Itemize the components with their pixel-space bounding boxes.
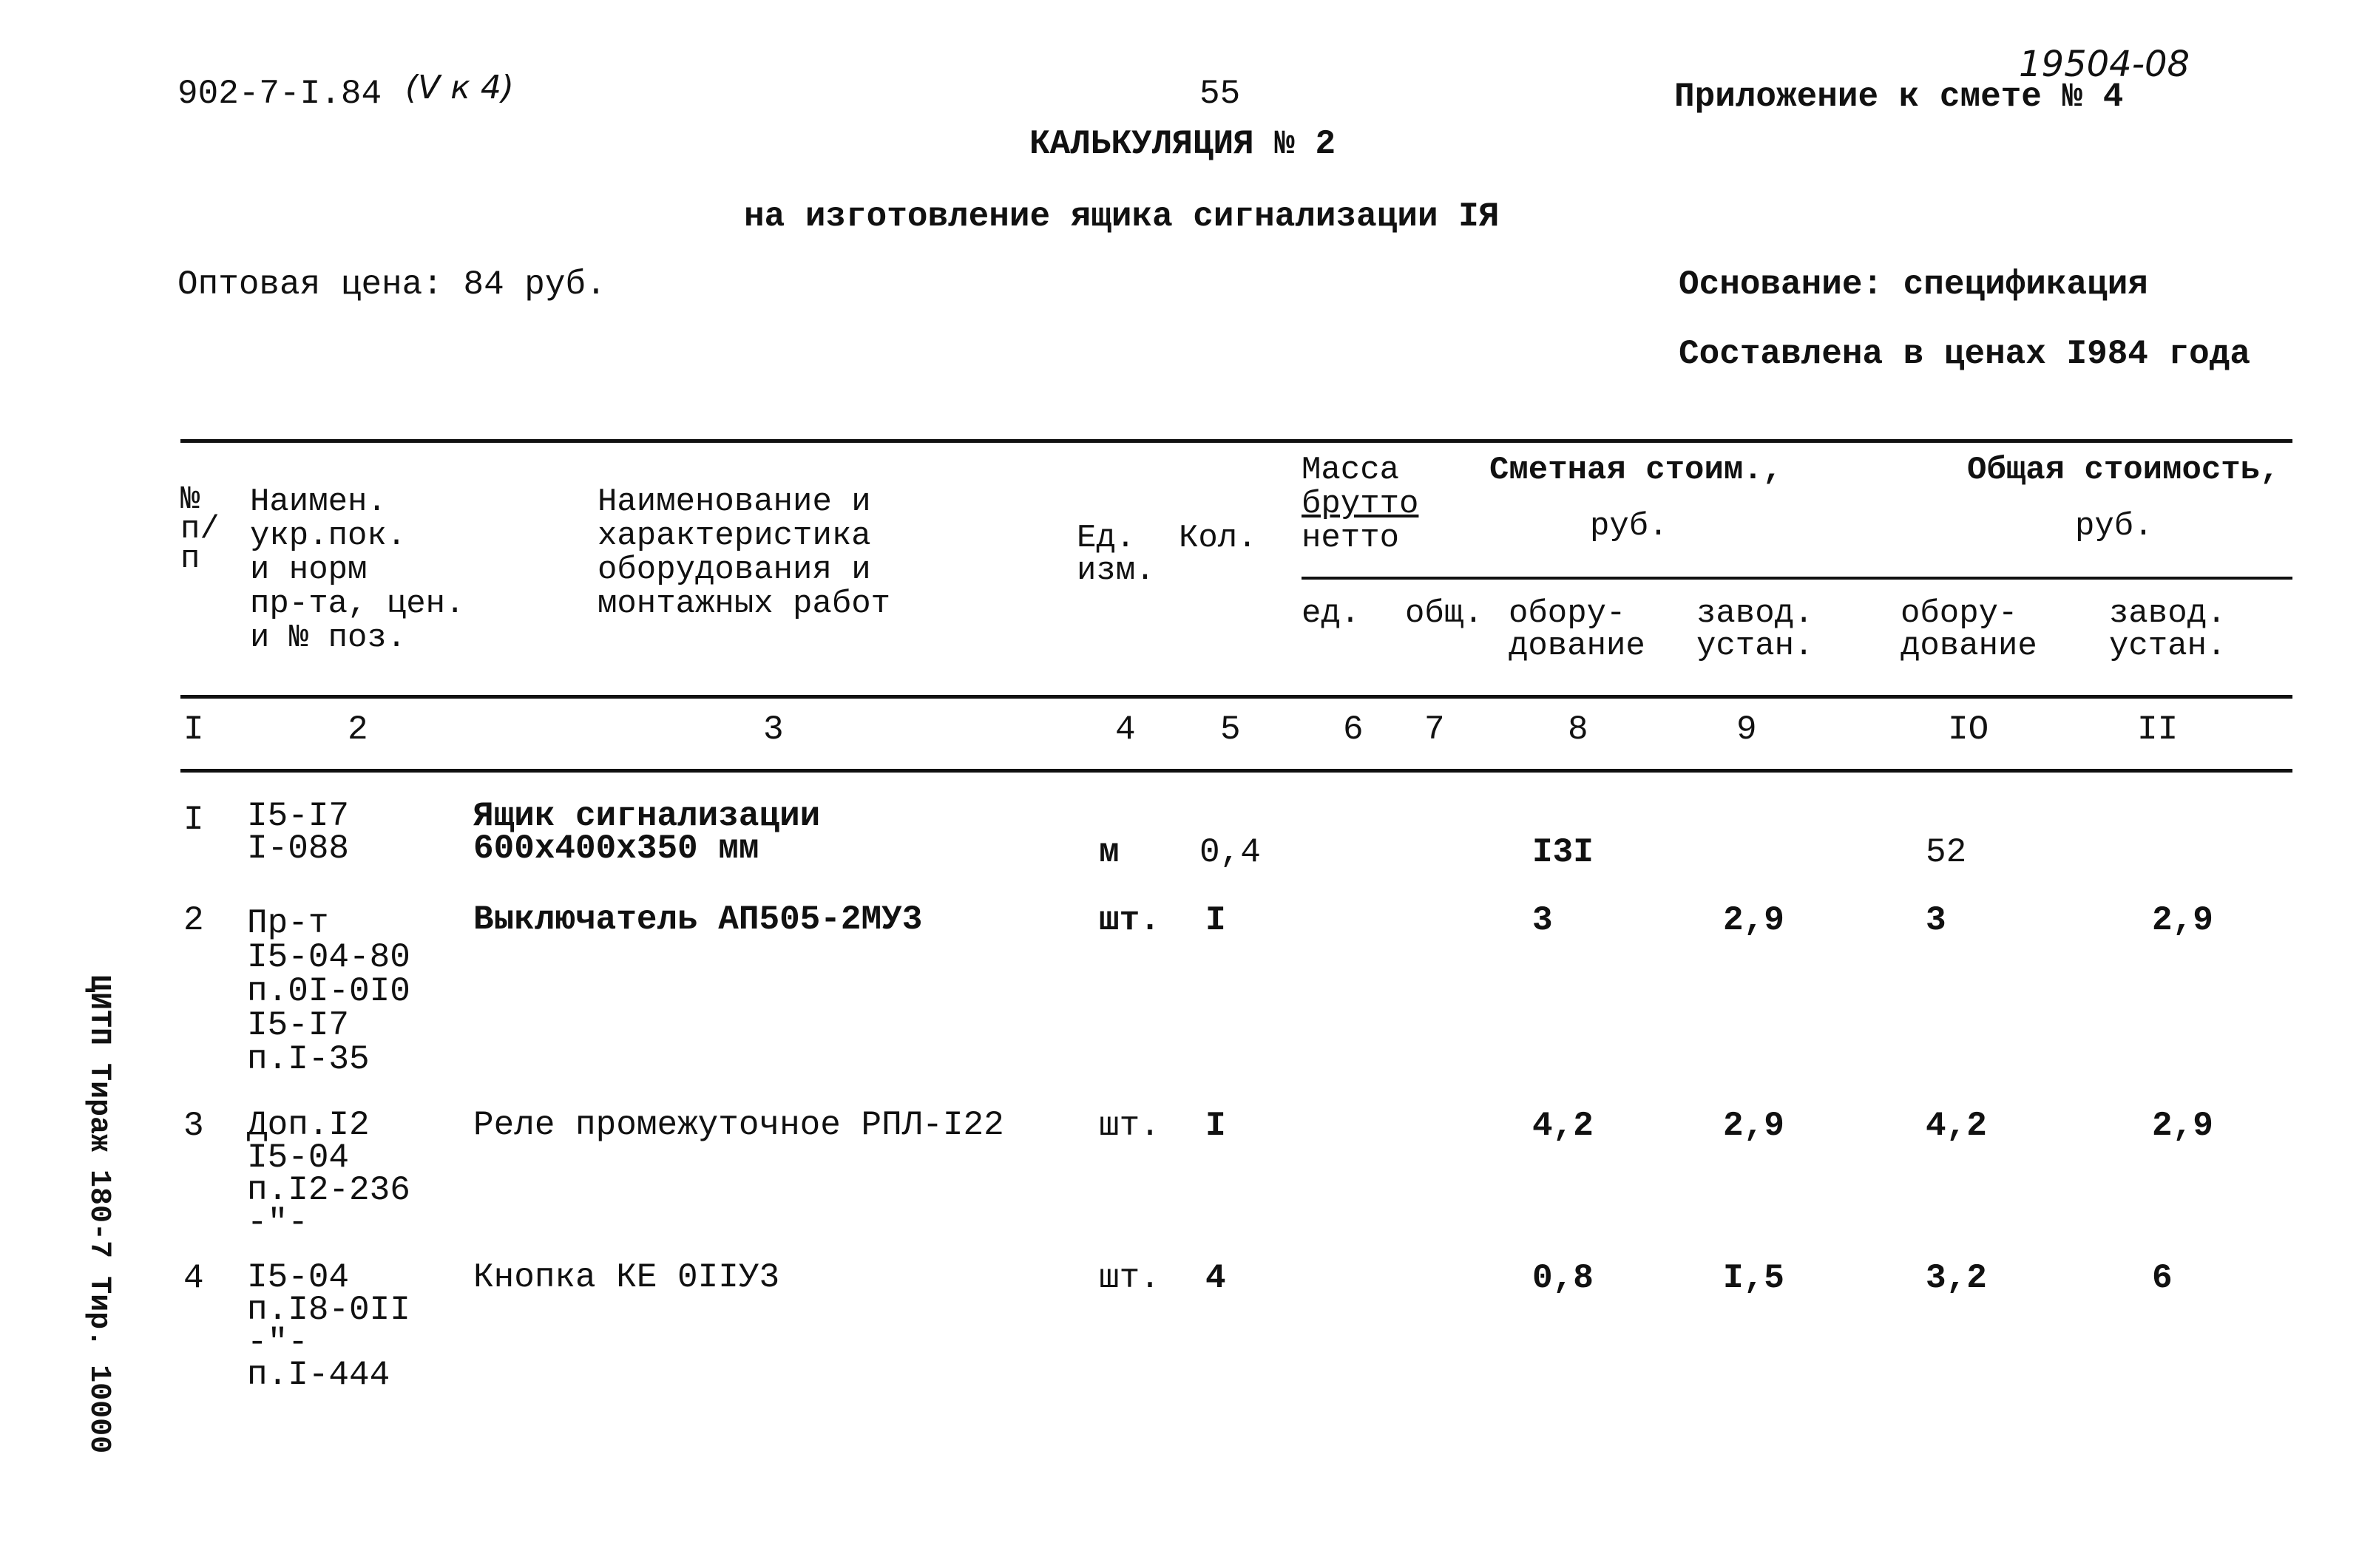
norm-reference: Пр-т I5-04-80 п.0I-0I0 I5-I7 п.I-35 [247,904,410,1079]
table-top-rule [180,439,2292,443]
margin-print-note: ЦИТП Тираж 180-7 Тир. 10000 [82,974,115,1454]
header-norm-reference: Наимен. укр.пок. и норм пр-та, цен. и № поз. [250,483,465,656]
estimate-equipment: I3I [1532,833,1594,872]
unit: шт. [1099,1259,1160,1297]
estimate-equipment: 4,2 [1532,1107,1594,1145]
header-total-factory: завод. устан. [2109,595,2227,665]
column-number-1: I [183,710,204,749]
column-numbers-rule [180,769,2292,773]
total-equipment: 3,2 [1926,1259,1987,1297]
row-number: 2 [183,901,204,940]
column-number-6: 6 [1343,710,1364,749]
quantity: I [1205,901,1226,940]
total-factory: 2,9 [2152,1107,2213,1145]
estimate-equipment: 0,8 [1532,1259,1594,1297]
column-number-5: 5 [1220,710,1241,749]
row-number: 4 [183,1259,204,1297]
header-quantity: Кол. [1179,520,1257,557]
unit: шт. [1099,1107,1160,1145]
header-mass-total: общ. [1405,595,1483,632]
header-total-cost: Общая стоимость, [1967,452,2280,489]
price-level: Составлена в ценах I984 года [1679,335,2250,373]
column-number-7: 7 [1424,710,1445,749]
header-mass-per-unit: ед. [1302,595,1361,632]
norm-reference: Доп.I2 I5-04 п.I2-236 -"- [247,1106,410,1242]
column-number-9: 9 [1736,710,1757,749]
header-mass: Масса [1302,452,1400,489]
total-equipment: 4,2 [1926,1107,1987,1145]
header-total-unit: руб. [2075,508,2153,545]
item-description: Выключатель АП505-2МУ3 [473,900,923,939]
header-row-number: № п/ п [180,481,220,577]
unit: м [1099,833,1120,872]
header-subdivider-rule [1302,577,2292,580]
doc-code: 902-7-I.84 [177,75,382,113]
header-estimate-unit: руб. [1590,508,1668,545]
column-number-8: 8 [1568,710,1588,749]
total-equipment: 3 [1926,901,1946,940]
header-mass-gross: брутто [1302,486,1419,523]
item-description: Кнопка КЕ 0IIУ3 [473,1258,780,1297]
total-equipment: 52 [1926,833,1967,872]
estimate-factory: 2,9 [1723,901,1784,940]
item-description: Ящик сигнализации 600х400х350 мм [473,797,821,868]
header-total-equipment: обору- дование [1901,595,2037,665]
doc-code-handwritten: (Ⅴ к 4) [405,69,514,106]
estimate-factory: I,5 [1723,1259,1784,1297]
total-factory: 2,9 [2152,901,2213,940]
header-estimate-factory: завод. устан. [1696,595,1814,665]
header-bottom-rule [180,695,2292,699]
quantity: 0,4 [1199,833,1261,872]
wholesale-price: Оптовая цена: 84 руб. [177,265,606,304]
column-number-11: II [2137,710,2179,749]
estimate-equipment: 3 [1532,901,1553,940]
item-description: Реле промежуточное РПЛ-I22 [473,1106,1004,1144]
header-estimate-cost: Сметная стоим., [1489,452,1783,489]
column-number-3: 3 [763,710,784,749]
document-title: КАЛЬКУЛЯЦИЯ № 2 [1029,125,1336,163]
basis-label: Основание: спецификация [1679,265,2148,304]
quantity: I [1205,1107,1226,1145]
quantity: 4 [1205,1259,1226,1297]
page-number: 55 [1199,75,1241,113]
total-factory: 6 [2152,1259,2173,1297]
document-subtitle: на изготовление ящика сигнализации IЯ [744,197,1500,236]
stamp-number: 19504-08 [2019,44,2190,85]
row-number: 3 [183,1107,204,1145]
header-mass-net: нетто [1302,520,1400,557]
norm-reference: I5-I7 I-088 [247,797,350,868]
column-number-10: IO [1948,710,1989,749]
header-unit: Ед. изм. [1077,520,1155,589]
norm-reference: I5-04 п.I8-0II -"- п.I-444 [247,1258,410,1394]
estimate-factory: 2,9 [1723,1107,1784,1145]
row-number: I [183,801,204,839]
appendix-label: Приложение к смете № 4 [1674,78,2124,116]
unit: шт. [1099,901,1160,940]
header-estimate-equipment: обору- дование [1509,595,1645,665]
header-description: Наименование и характеристика оборудования и монтажных работ [598,483,891,622]
column-number-4: 4 [1115,710,1136,749]
column-number-2: 2 [348,710,368,749]
